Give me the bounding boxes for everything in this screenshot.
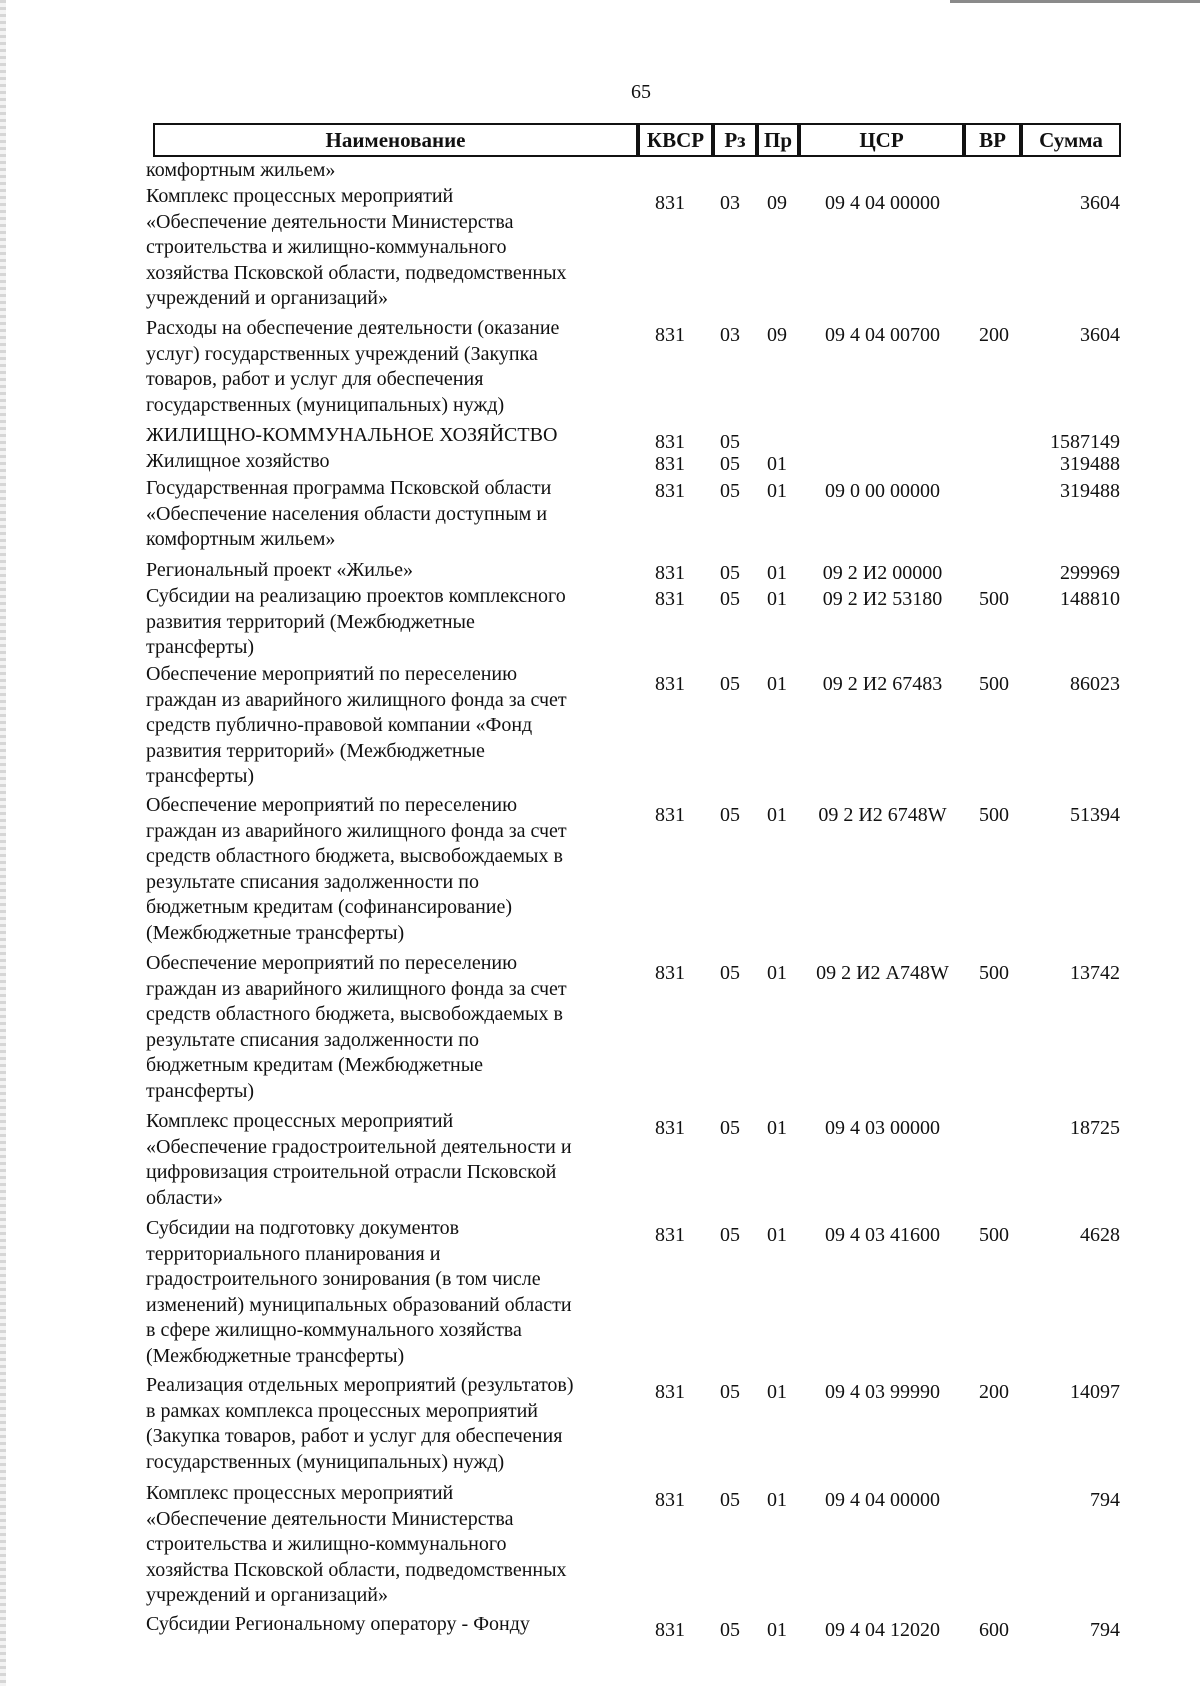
rz-cell: 05 [720, 1381, 740, 1403]
pr-cell: 01 [767, 1224, 787, 1246]
name-cell: Обеспечение мероприятий по переселению граждан из аварийного жилищного фонда за счет средств областного бюджета, высвобождаемых в результате списания задолженности по бюджетным кредитам (софинансирование) (Межбюджетные трансферты) [146, 794, 567, 944]
csr-cell: 09 4 03 41600 [825, 1224, 940, 1246]
kvsr-cell: 831 [655, 1117, 685, 1139]
kvsr-cell: 831 [655, 588, 685, 610]
pr-cell: 09 [767, 192, 787, 214]
sum-cell: 14097 [1070, 1381, 1120, 1403]
kvsr-cell: 831 [655, 1619, 685, 1641]
csr-cell: 09 4 04 00000 [825, 1489, 940, 1511]
csr-cell: 09 4 03 00000 [825, 1117, 940, 1139]
name-cell: Расходы на обеспечение деятельности (оказание услуг) государственных учреждений (Закупка товаров, работ и услуг для обеспечения государственных (муниципальных) нужд) [146, 317, 560, 416]
kvsr-cell: 831 [655, 804, 685, 826]
kvsr-cell: 831 [655, 1381, 685, 1403]
kvsr-cell: 831 [655, 962, 685, 984]
name-cell: Субсидии на подготовку документов территориального планирования и градостроительного зонирования (в том числе изменений) муниципальных образований области в сфере жилищно-коммунального хозяйства (Межбюджетные трансферты) [146, 1217, 572, 1367]
name-cell: Государственная программа Псковской области «Обеспечение населения области доступным и комфортным жильем» [146, 477, 552, 550]
csr-cell: 09 4 03 99990 [825, 1381, 940, 1403]
pr-cell: 01 [767, 588, 787, 610]
rz-cell: 05 [720, 1619, 740, 1641]
rz-cell: 05 [720, 804, 740, 826]
header-kvsr: КВСР [638, 123, 713, 157]
pr-cell: 09 [767, 324, 787, 346]
rz-cell: 05 [720, 588, 740, 610]
vr-cell: 200 [979, 1381, 1009, 1403]
name-cell: Региональный проект «Жилье» [146, 559, 413, 581]
vr-cell: 500 [979, 588, 1009, 610]
rz-cell: 05 [720, 480, 740, 502]
header-pr: Пр [757, 123, 799, 157]
sum-cell: 148810 [1060, 588, 1120, 610]
csr-cell: 09 4 04 00700 [825, 324, 940, 346]
rz-cell: 05 [720, 962, 740, 984]
rz-cell: 05 [720, 453, 740, 475]
name-cell: Субсидии на реализацию проектов комплексного развития территорий (Межбюджетные трансферты) [146, 585, 566, 658]
sum-cell: 3604 [1080, 324, 1120, 346]
page-number: 65 [631, 81, 651, 103]
kvsr-cell: 831 [655, 1489, 685, 1511]
header-csr: ЦСР [799, 123, 964, 157]
sum-cell: 319488 [1060, 453, 1120, 475]
csr-cell: 09 4 04 00000 [825, 192, 940, 214]
rz-cell: 05 [720, 562, 740, 584]
rz-cell: 03 [720, 324, 740, 346]
sum-cell: 3604 [1080, 192, 1120, 214]
kvsr-cell: 831 [655, 431, 685, 453]
kvsr-cell: 831 [655, 673, 685, 695]
pr-cell: 01 [767, 962, 787, 984]
kvsr-cell: 831 [655, 192, 685, 214]
csr-cell: 09 2 И2 53180 [822, 588, 943, 610]
rz-cell: 05 [720, 431, 740, 453]
rz-cell: 05 [720, 1489, 740, 1511]
rz-cell: 05 [720, 1224, 740, 1246]
name-cell: Комплекс процессных мероприятий «Обеспечение деятельности Министерства строительства и жилищно-коммунального хозяйства Псковской области, подведомственных учреждений и организаций» [146, 1482, 567, 1606]
kvsr-cell: 831 [655, 562, 685, 584]
sum-cell: 86023 [1070, 673, 1120, 695]
pr-cell: 01 [767, 453, 787, 475]
sum-cell: 794 [1090, 1489, 1120, 1511]
rz-cell: 05 [720, 673, 740, 695]
csr-cell: 09 2 И2 А748W [816, 962, 949, 984]
header-sum: Сумма [1021, 123, 1121, 157]
pr-cell: 01 [767, 673, 787, 695]
name-cell: комфортным жильем» [146, 159, 336, 181]
vr-cell: 500 [979, 673, 1009, 695]
kvsr-cell: 831 [655, 324, 685, 346]
kvsr-cell: 831 [655, 1224, 685, 1246]
pr-cell: 01 [767, 1117, 787, 1139]
vr-cell: 600 [979, 1619, 1009, 1641]
sum-cell: 319488 [1060, 480, 1120, 502]
vr-cell: 200 [979, 324, 1009, 346]
rz-cell: 03 [720, 192, 740, 214]
pr-cell: 01 [767, 804, 787, 826]
name-cell: Субсидии Региональному оператору - Фонду [146, 1613, 530, 1635]
name-cell: ЖИЛИЩНО-КОММУНАЛЬНОЕ ХОЗЯЙСТВО [146, 424, 558, 446]
sum-cell: 13742 [1070, 962, 1120, 984]
csr-cell: 09 2 И2 6748W [818, 804, 947, 826]
csr-cell: 09 4 04 12020 [825, 1619, 940, 1641]
sum-cell: 4628 [1080, 1224, 1120, 1246]
name-cell: Реализация отдельных мероприятий (результатов) в рамках комплекса процессных мероприятий (Закупка товаров, работ и услуг для обеспечения государственных (муниципальных) нужд) [146, 1374, 574, 1473]
name-cell: Комплекс процессных мероприятий «Обеспечение деятельности Министерства строительства и жилищно-коммунального хозяйства Псковской области, подведомственных учреждений и организаций» [146, 185, 567, 309]
pr-cell: 01 [767, 1381, 787, 1403]
vr-cell: 500 [979, 804, 1009, 826]
sum-cell: 18725 [1070, 1117, 1120, 1139]
sum-cell: 794 [1090, 1619, 1120, 1641]
name-cell: Обеспечение мероприятий по переселению граждан из аварийного жилищного фонда за счет средств публично-правовой компании «Фонд развития территорий» (Межбюджетные трансферты) [146, 663, 567, 787]
header-vr: ВР [964, 123, 1021, 157]
vr-cell: 500 [979, 962, 1009, 984]
name-cell: Комплекс процессных мероприятий «Обеспечение градостроительной деятельности и цифровизация строительной отрасли Псковской области» [146, 1110, 572, 1209]
rz-cell: 05 [720, 1117, 740, 1139]
sum-cell: 51394 [1070, 804, 1120, 826]
csr-cell: 09 2 И2 00000 [822, 562, 943, 584]
pr-cell: 01 [767, 1489, 787, 1511]
name-cell: Жилищное хозяйство [146, 450, 330, 472]
kvsr-cell: 831 [655, 480, 685, 502]
csr-cell: 09 0 00 00000 [825, 480, 940, 502]
pr-cell: 01 [767, 480, 787, 502]
csr-cell: 09 2 И2 67483 [822, 673, 943, 695]
pr-cell: 01 [767, 562, 787, 584]
sum-cell: 1587149 [1050, 431, 1120, 453]
header-name: Наименование [153, 123, 638, 157]
name-cell: Обеспечение мероприятий по переселению граждан из аварийного жилищного фонда за счет средств областного бюджета, высвобождаемых в результате списания задолженности по бюджетным кредитам (Межбюджетные трансферты) [146, 952, 567, 1102]
pr-cell: 01 [767, 1619, 787, 1641]
header-rz: Рз [713, 123, 757, 157]
kvsr-cell: 831 [655, 453, 685, 475]
vr-cell: 500 [979, 1224, 1009, 1246]
sum-cell: 299969 [1060, 562, 1120, 584]
